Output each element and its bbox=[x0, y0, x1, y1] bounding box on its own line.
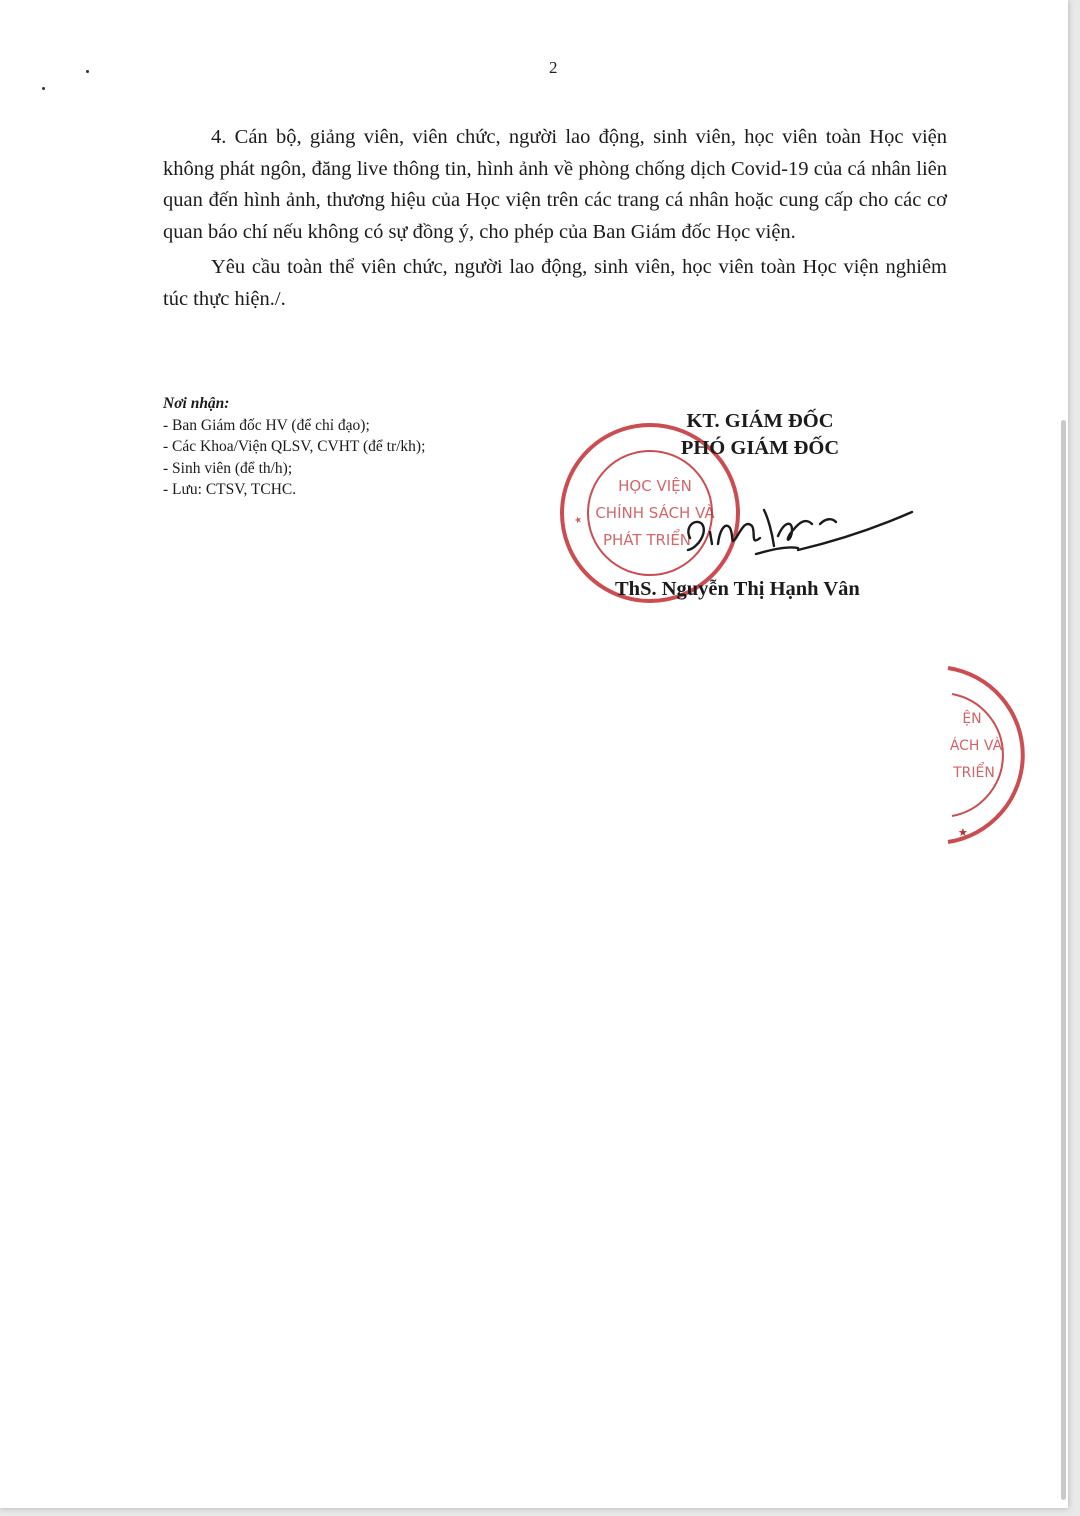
scrollbar[interactable] bbox=[1061, 420, 1066, 1500]
scan-speck bbox=[86, 70, 89, 73]
stamp-line: TRIỂN bbox=[953, 765, 995, 781]
paragraph-4: 4. Cán bộ, giảng viên, viên chức, người lao động, sinh viên, học viên toàn Học viện không phát ngôn, đăng live thông tin, hình ảnh về phòng chống dịch Covid-19 của cá nhân liên quan đến hình ảnh, thương hiệu của Học viện trên các trang cá nhân hoặc cung cấp cho các cơ quan báo chí nếu không có sự đồng ý, cho phép của Ban Giám đốc Học viện. bbox=[163, 126, 947, 243]
document-body bbox=[163, 122, 947, 315]
svg-text:★: ★ bbox=[574, 515, 584, 524]
closing-paragraph: Yêu cầu toàn thể viên chức, người lao động, sinh viên, học viên toàn Học viện nghiêm túc thực hiện./. bbox=[163, 256, 947, 310]
stamp-line: CHÍNH SÁCH VÀ bbox=[595, 504, 715, 522]
stamp-line: PHÁT TRIỂN bbox=[602, 531, 692, 549]
svg-text:★: ★ bbox=[958, 826, 968, 839]
signature-title-line2: PHÓ GIÁM ĐỐC bbox=[680, 437, 840, 459]
handwritten-signature bbox=[680, 488, 915, 563]
stamp-line: ÁCH VÀ bbox=[949, 738, 1003, 754]
recipients-list bbox=[163, 393, 523, 501]
recipients-heading: Nơi nhận: bbox=[163, 395, 230, 412]
recipient-item: - Sinh viên (để th/h); bbox=[163, 459, 293, 477]
signature-title-line1: KT. GIÁM ĐỐC bbox=[686, 410, 834, 432]
recipient-item: - Lưu: CTSV, TCHC. bbox=[163, 481, 297, 498]
recipient-item: - Ban Giám đốc HV (để chỉ đạo); bbox=[163, 416, 370, 434]
official-seal-partial bbox=[930, 660, 1040, 850]
recipient-item: - Các Khoa/Viện QLSV, CVHT (để tr/kh); bbox=[163, 438, 426, 455]
stamp-line: ỆN bbox=[962, 711, 982, 727]
page-number: 2 bbox=[549, 58, 558, 77]
scan-speck bbox=[42, 87, 45, 90]
stamp-line: HỌC VIỆN bbox=[618, 477, 692, 495]
signer-name: ThS. Nguyễn Thị Hạnh Vân bbox=[615, 578, 860, 600]
